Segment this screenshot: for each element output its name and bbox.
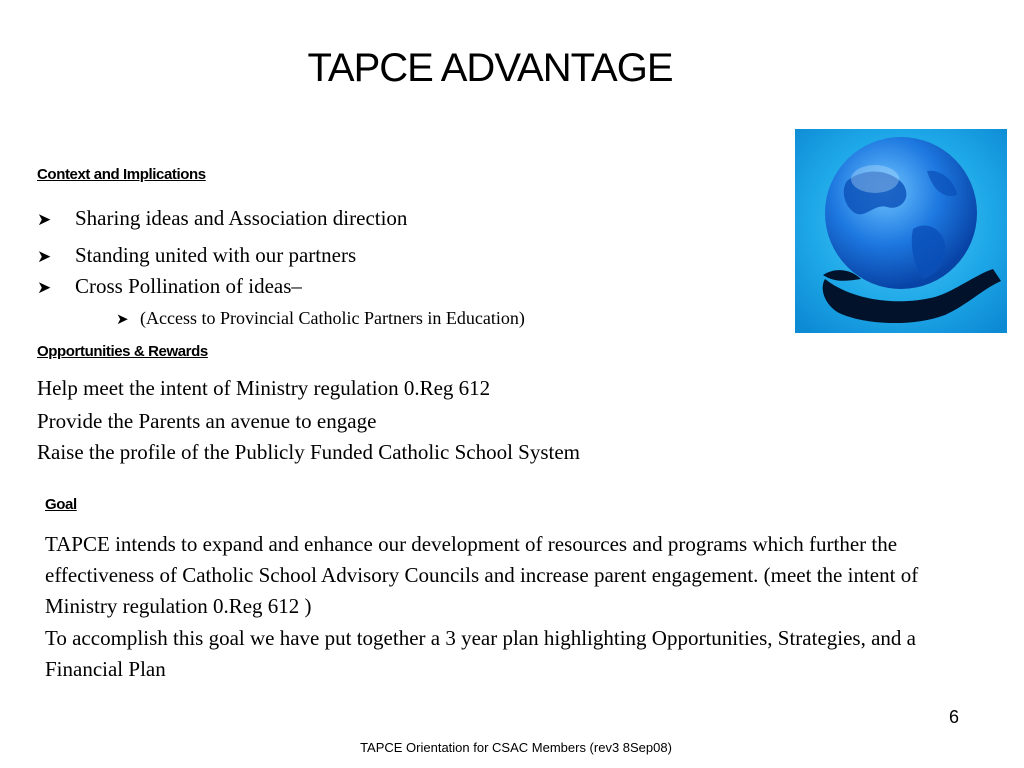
slide-title: TAPCE ADVANTAGE (307, 46, 673, 90)
arrowhead-bullet-icon: ➤ (116, 312, 129, 328)
arrowhead-bullet-icon: ➤ (37, 210, 52, 229)
context-heading: Context and Implications (37, 166, 206, 183)
slide-footer: TAPCE Orientation for CSAC Members (rev3 8Sep08) (360, 740, 672, 755)
opportunity-line-1: Help meet the intent of Ministry regulation 0.Reg 612 (37, 376, 491, 400)
opportunity-line-2: Provide the Parents an avenue to engage (37, 409, 377, 433)
opportunity-line-3: Raise the profile of the Publicly Funded Catholic School System (37, 440, 581, 464)
context-bullet-3 (37, 274, 302, 299)
page-number: 6 (949, 707, 960, 727)
goal-heading: Goal (45, 496, 77, 513)
bullet-text: Sharing ideas and Association direction (75, 206, 408, 230)
context-sub-bullet (116, 308, 525, 329)
arrowhead-bullet-icon: ➤ (37, 247, 52, 266)
context-bullet-2 (37, 243, 356, 268)
bullet-text: Standing united with our partners (75, 243, 357, 267)
goal-paragraph-2: To accomplish this goal we have put together a 3 year plan highlighting Opportunities, Strategies, and a Financial Plan (45, 626, 916, 681)
arrowhead-bullet-icon: ➤ (37, 278, 52, 297)
bullet-text: Cross Pollination of ideas– (75, 274, 302, 298)
globe-in-hand-icon (795, 129, 1007, 333)
goal-paragraph-1: TAPCE intends to expand and enhance our development of resources and programs which further the effectiveness of Catholic School Advisory Councils and increase parent engagement. (meet the intent of Ministry regulation 0.Reg 612 ) (45, 532, 919, 618)
opportunities-heading: Opportunities & Rewards (37, 343, 208, 360)
context-bullet-1 (37, 206, 407, 231)
sub-bullet-text: (Access to Provincial Catholic Partners in Education) (140, 308, 525, 328)
